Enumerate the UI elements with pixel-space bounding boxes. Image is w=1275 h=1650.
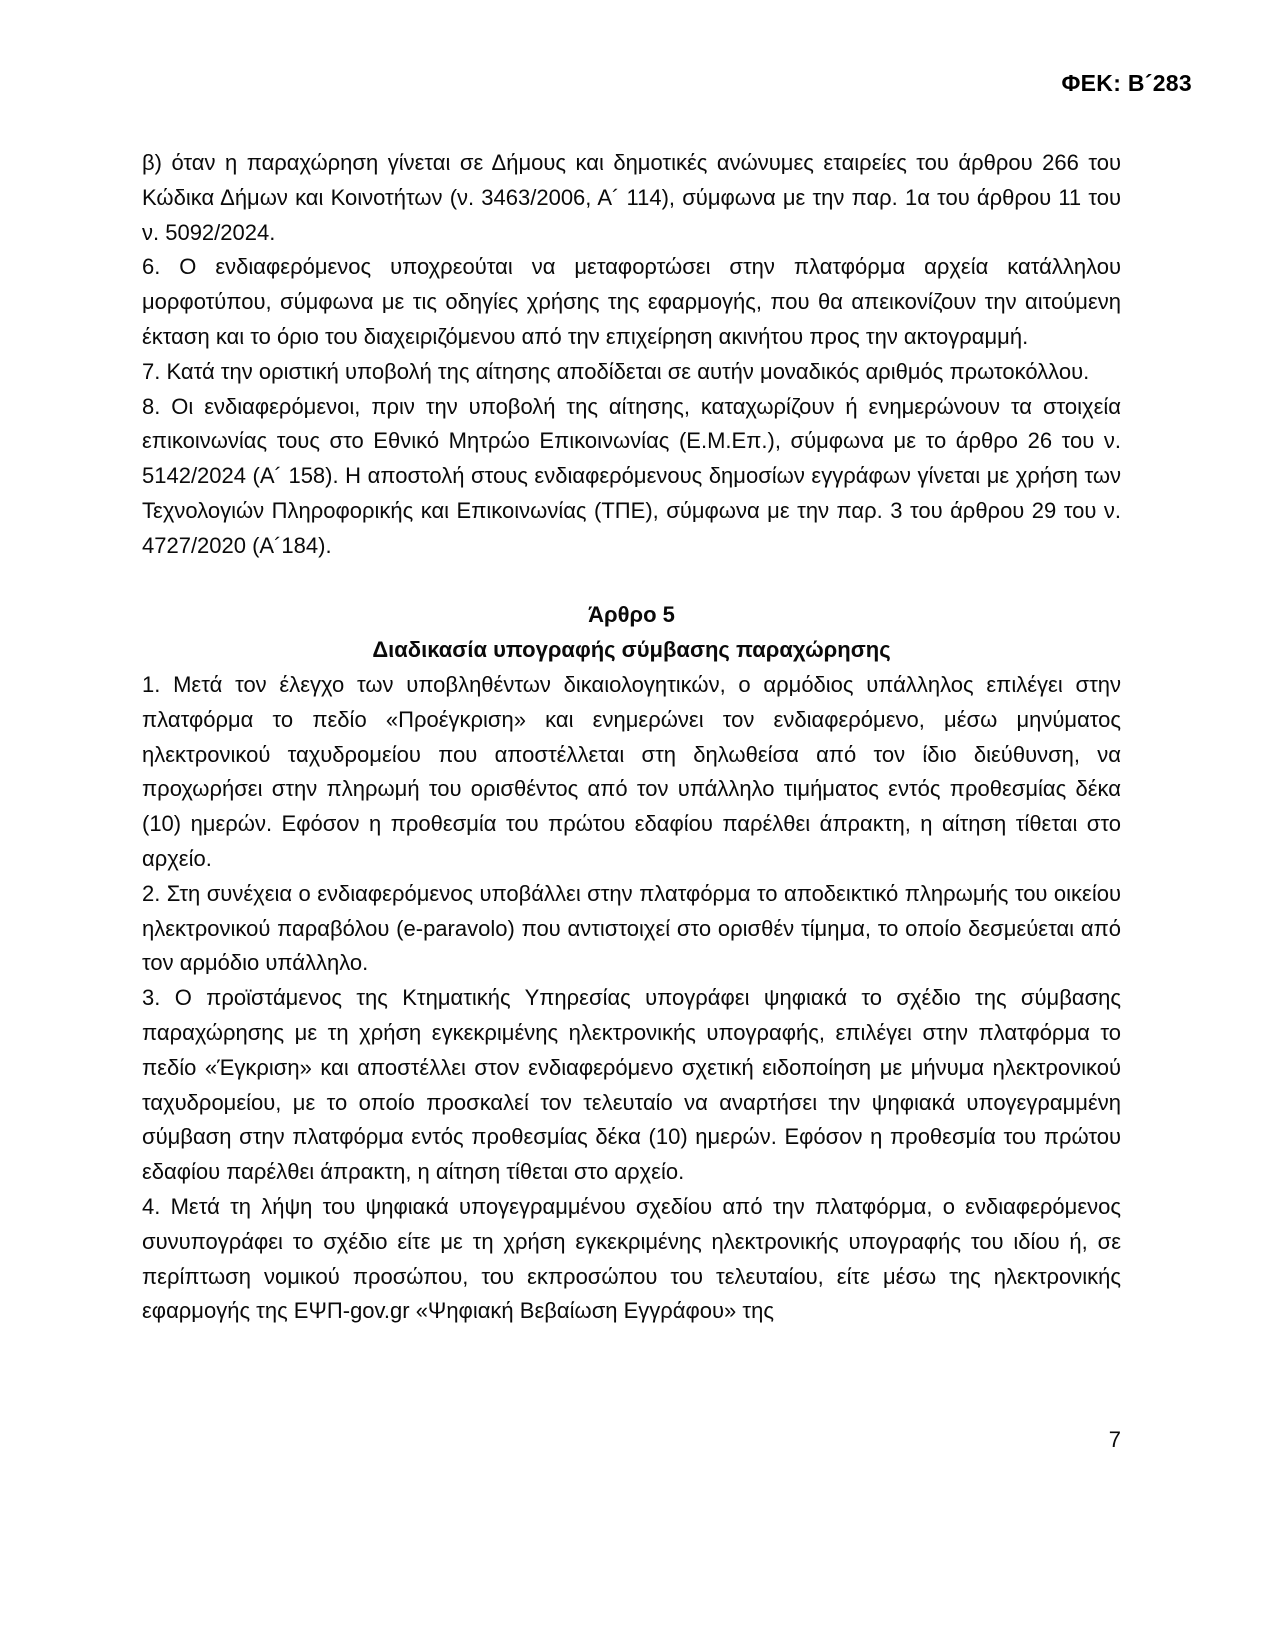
paragraph-8: 8. Οι ενδιαφερόμενοι, πριν την υποβολή της αίτησης, καταχωρίζουν ή ενημερώνουν τα στοιχεία επικοινωνίας τους στο Εθνικό Μητρώο Επικοινωνίας (Ε.Μ.Επ.), σύμφωνα με το άρθρο 26 του ν. 5142/2024 (Α´ 158). Η αποστολή στους ενδιαφερόμενους δημοσίων εγγράφων γίνεται με χρήση των Τεχνολογιών Πληροφορικής και Επικοινωνίας (ΤΠΕ), σύμφωνα με την παρ. 3 του άρθρου 29 του ν. 4727/2020 (Α´184). (142, 393, 1121, 558)
article-paragraph-1: 1. Μετά τον έλεγχο των υποβληθέντων δικαιολογητικών, ο αρμόδιος υπάλληλος επιλέγει στην πλατφόρμα το πεδίο «Προέγκριση» και ενημερώνει τον ενδιαφερόμενο, μέσω μηνύματος ηλεκτρονικού ταχυδρομείου που αποστέλλεται στη δηλωθείσα από τον ίδιο διεύθυνση, να προχωρήσει στην πληρωμή του ορισθέντος από τον υπάλληλο τιμήματος εντός προθεσμίας δέκα (10) ημερών. Εφόσον η προθεσμία του πρώτου εδαφίου παρέλθει άπρακτη, η αίτηση τίθεται στο αρχείο. (142, 671, 1121, 871)
fek-gazette-header: ΦΕΚ: Β´283 (1061, 70, 1192, 96)
page-number: 7 (1108, 1427, 1121, 1452)
document-body (142, 146, 1121, 1329)
paragraph-7: 7. Κατά την οριστική υποβολή της αίτησης αποδίδεται σε αυτήν μοναδικός αριθμός πρωτοκόλλου. (142, 358, 1090, 384)
article-title: Άρθρο 5 (588, 602, 675, 628)
article-heading (142, 598, 1121, 668)
article-paragraph-2: 2. Στη συνέχεια ο ενδιαφερόμενος υποβάλλει στην πλατφόρμα το αποδεικτικό πληρωμής του οικείου ηλεκτρονικού παραβόλου (e-paravolo) που αντιστοιχεί στο ορισθέν τίμημα, το οποίο δεσμεύεται από τον αρμόδιο υπάλληλο. (142, 880, 1121, 976)
paragraph-intro-b: β) όταν η παραχώρηση γίνεται σε Δήμους και δημοτικές ανώνυμες εταιρείες του άρθρου 266 του Κώδικα Δήμων και Κοινοτήτων (ν. 3463/2006, Α´ 114), σύμφωνα με την παρ. 1α του άρθρου 11 του ν. 5092/2024. (142, 150, 1121, 245)
article-subtitle: Διαδικασία υπογραφής σύμβασης παραχώρησης (372, 637, 891, 663)
article-paragraph-4: 4. Μετά τη λήψη του ψηφιακά υπογεγραμμένου σχεδίου από την πλατφόρμα, ο ενδιαφερόμενος συνυπογράφει το σχέδιο είτε με τη χρήση εγκεκριμένης ηλεκτρονικής υπογραφής του ιδίου ή, σε περίπτωση νομικού προσώπου, του εκπροσώπου του τελευταίου, είτε μέσω της ηλεκτρονικής εφαρμογής της ΕΨΠ-gov.gr «Ψηφιακή Βεβαίωση Εγγράφου» της (142, 1193, 1121, 1324)
article-paragraph-3: 3. Ο προϊστάμενος της Κτηματικής Υπηρεσίας υπογράφει ψηφιακά το σχέδιο της σύμβασης παραχώρησης με τη χρήση εγκεκριμένης ηλεκτρονικής υπογραφής, επιλέγει στην πλατφόρμα το πεδίο «Έγκριση» και αποστέλλει στον ενδιαφερόμενο σχετική ειδοποίηση με μήνυμα ηλεκτρονικού ταχυδρομείου, με το οποίο προσκαλεί τον τελευταίο να αναρτήσει την ψηφιακά υπογεγραμμένη σύμβαση στην πλατφόρμα εντός προθεσμίας δέκα (10) ημερών. Εφόσον η προθεσμία του πρώτου εδαφίου παρέλθει άπρακτη, η αίτηση τίθεται στο αρχείο. (142, 985, 1121, 1185)
paragraph-6: 6. Ο ενδιαφερόμενος υποχρεούται να μεταφορτώσει στην πλατφόρμα αρχεία κατάλληλου μορφοτύπου, σύμφωνα με τις οδηγίες χρήσης της εφαρμογής, που θα απεικονίζουν την αιτούμενη έκταση και το όριο του διαχειριζόμενου από την επιχείρηση ακινήτου προς την ακτογραμμή. (142, 254, 1121, 349)
